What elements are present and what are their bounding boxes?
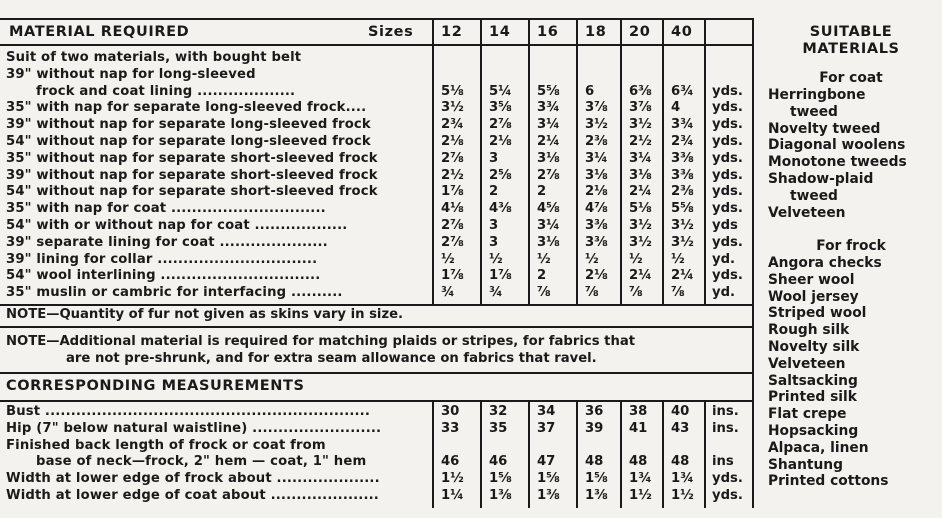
row-value: 3⅞ — [629, 100, 652, 116]
material-item: Sheer wool — [768, 271, 855, 288]
row-value: 2 — [489, 184, 499, 200]
row-value: 3½ — [671, 234, 694, 250]
row-value: 1½ — [629, 488, 652, 503]
row-value: 2⅛ — [441, 134, 464, 149]
row-value: 1⅜ — [489, 488, 512, 503]
row-value: 5⅛ — [441, 83, 464, 99]
row-label: 39" lining for collar ............................... — [6, 251, 318, 267]
row-unit: yds. — [712, 150, 743, 166]
row-value: 5⅝ — [671, 201, 694, 217]
row-value: 3¼ — [537, 218, 560, 233]
row-value: ½ — [489, 251, 503, 267]
row-value: 46 — [489, 454, 508, 470]
material-item: Monotone tweeds — [768, 154, 907, 171]
row-value: 2 — [537, 268, 547, 284]
header-rule — [0, 44, 752, 46]
row-value: 1⅞ — [441, 184, 464, 200]
material-item: Alpaca, linen — [768, 439, 869, 456]
row-label: 54" without nap for separate long-sleeved frock — [6, 134, 371, 149]
row-value: 2¼ — [671, 268, 694, 284]
row-value: 3¼ — [629, 150, 652, 166]
row-value: 5¼ — [489, 83, 512, 99]
row-label: Width at lower edge of coat about ..................... — [6, 488, 379, 503]
row-value: 3¾ — [671, 117, 694, 133]
row-value: 3⅜ — [585, 218, 608, 233]
row-value: 1⅜ — [585, 488, 608, 503]
coat-heading: For coat — [819, 70, 883, 86]
row-value: 2⅜ — [585, 134, 608, 149]
row-value: 2¾ — [671, 134, 694, 149]
row-value: 2⅞ — [537, 167, 560, 183]
size-column-divider — [620, 400, 622, 508]
row-value: ¾ — [489, 285, 503, 301]
material-item: Striped wool — [768, 305, 867, 322]
row-value: 30 — [441, 404, 460, 419]
row-value: 2¼ — [537, 134, 560, 149]
material-item: Printed cottons — [768, 473, 889, 490]
row-value: 1⅝ — [537, 471, 560, 487]
row-value: 1⅝ — [585, 471, 608, 487]
row-unit: yds — [712, 218, 738, 233]
row-label: 39" separate lining for coat ..................... — [6, 234, 328, 250]
row-unit: yds. — [712, 117, 743, 133]
row-value: 3 — [489, 150, 499, 166]
row-value: 37 — [537, 420, 556, 436]
row-value: 3⅛ — [585, 167, 608, 183]
row-label: 54" without nap for separate short-sleeved frock — [6, 184, 378, 200]
col-divider-units-meas — [704, 400, 706, 508]
row-value: 36 — [585, 404, 604, 419]
size-header: 20 — [629, 24, 651, 40]
note-plaids-line1: NOTE—Additional material is required for matching plaids or stripes, for fabrics that — [6, 334, 636, 349]
row-value: 4⅝ — [537, 201, 560, 217]
row-label: Suit of two materials, with bought belt — [6, 50, 302, 65]
row-value: 32 — [489, 404, 508, 419]
row-value: 3½ — [629, 117, 652, 133]
material-item: tweed — [790, 103, 838, 120]
row-value: 3¼ — [585, 150, 608, 166]
row-value: 5⅛ — [629, 201, 652, 217]
row-value: 47 — [537, 454, 556, 470]
row-unit: yds. — [712, 471, 743, 487]
material-item: Velveteen — [768, 355, 846, 372]
row-label: 35" muslin or cambric for interfacing .......... — [6, 285, 343, 301]
row-value: 3⅞ — [585, 100, 608, 116]
note2-bottom-rule — [0, 372, 752, 374]
row-value: 3 — [489, 234, 499, 250]
size-header: 16 — [537, 24, 559, 40]
row-label: 54" with or without nap for coat .................. — [6, 218, 348, 233]
material-item: Novelty tweed — [768, 120, 881, 137]
row-value: 48 — [671, 454, 690, 470]
row-unit: yds. — [712, 234, 743, 250]
row-value: 1⅞ — [441, 268, 464, 284]
row-value: 3⅜ — [585, 234, 608, 250]
row-value: 4⅞ — [585, 201, 608, 217]
note-fur: NOTE—Quantity of fur not given as skins vary in size. — [6, 307, 404, 322]
row-value: 3½ — [629, 234, 652, 250]
material-item: Novelty silk — [768, 339, 860, 355]
row-value: 3⅜ — [671, 167, 694, 183]
material-item: Shantung — [768, 456, 844, 473]
material-item: Herringbone — [768, 87, 866, 103]
row-value: 3⅛ — [629, 167, 652, 183]
suitable-title-line2: MATERIALS — [802, 41, 900, 57]
row-value: 6⅜ — [629, 83, 652, 99]
row-value: ⅞ — [671, 285, 685, 301]
material-item: tweed — [790, 187, 838, 204]
row-value: 2⅞ — [441, 150, 464, 166]
size-column-divider — [662, 18, 664, 304]
row-value: 3⅝ — [489, 100, 512, 116]
row-value: 34 — [537, 404, 556, 419]
row-label: frock and coat lining ................... — [36, 83, 296, 99]
row-value: 1¾ — [629, 471, 652, 487]
row-value: 3¼ — [537, 117, 560, 133]
row-label: Hip (7" below natural waistline) ......................... — [6, 420, 382, 436]
row-value: 2¾ — [441, 117, 464, 133]
row-unit: yds. — [712, 268, 743, 284]
note1-bottom-rule — [0, 326, 752, 328]
row-value: 2⅞ — [441, 218, 464, 233]
row-unit: yd. — [712, 251, 736, 267]
row-value: 3½ — [629, 218, 652, 233]
row-value: 46 — [441, 454, 460, 470]
row-value: 41 — [629, 420, 648, 436]
row-value: 2¼ — [629, 184, 652, 200]
row-unit: ins. — [712, 420, 739, 436]
top-border — [0, 18, 752, 20]
row-label: Finished back length of frock or coat from — [6, 437, 326, 453]
row-value: 3¾ — [537, 100, 560, 116]
row-value: ½ — [629, 251, 643, 267]
material-item: Flat crepe — [768, 406, 847, 423]
measurements-header-rule — [0, 400, 752, 402]
row-value: 1¼ — [441, 488, 464, 503]
row-label: 35" with nap for separate long-sleeved frock.... — [6, 100, 367, 116]
row-label: 35" without nap for separate short-sleeved frock — [6, 150, 378, 166]
row-value: 3⅛ — [537, 234, 560, 250]
row-value: 3⅛ — [537, 150, 560, 166]
material-item: Velveteen — [768, 204, 846, 221]
row-label: Bust ............................................................... — [6, 404, 370, 419]
row-value: 2⅛ — [585, 268, 608, 284]
row-unit: ins. — [712, 404, 739, 419]
row-unit: yds. — [712, 100, 743, 116]
size-column-divider — [662, 400, 664, 508]
row-value: 2½ — [629, 134, 652, 149]
size-header: 12 — [441, 24, 463, 40]
row-value: ½ — [537, 251, 551, 267]
row-unit: ins — [712, 454, 734, 470]
material-item: Wool jersey — [768, 288, 859, 305]
row-value: ¾ — [441, 285, 455, 301]
size-column-divider — [576, 400, 578, 508]
side-divider — [752, 18, 754, 508]
note1-top-rule — [0, 304, 752, 306]
row-value: 1¾ — [671, 471, 694, 487]
row-unit: yds. — [712, 167, 743, 183]
row-value: 2 — [537, 184, 547, 200]
row-value: 43 — [671, 420, 690, 436]
row-value: 3½ — [585, 117, 608, 133]
material-item: Saltsacking — [768, 372, 858, 389]
row-value: 2⅜ — [671, 184, 694, 200]
sizes-label: Sizes — [368, 24, 414, 40]
row-value: 48 — [629, 454, 648, 470]
row-value: 3 — [489, 218, 499, 233]
note-plaids-line2: are not pre-shrunk, and for extra seam allowance on fabrics that ravel. — [66, 351, 597, 366]
material-item: Printed silk — [768, 389, 857, 406]
row-label: Width at lower edge of frock about .................... — [6, 471, 380, 487]
material-item: Hopsacking — [768, 423, 859, 439]
row-value: 2⅞ — [441, 234, 464, 250]
row-value: 1½ — [441, 471, 464, 487]
frock-heading: For frock — [816, 238, 886, 254]
row-value: ⅞ — [629, 285, 643, 301]
material-item: Rough silk — [768, 322, 850, 339]
row-unit: yds. — [712, 488, 743, 503]
row-unit: yd. — [712, 285, 736, 301]
row-value: 3⅜ — [671, 150, 694, 166]
size-column-divider — [432, 400, 434, 508]
row-value: 3½ — [441, 100, 464, 116]
size-column-divider — [528, 400, 530, 508]
col-divider-units — [704, 18, 706, 304]
row-unit: yds. — [712, 83, 743, 99]
row-value: 4⅛ — [441, 201, 464, 217]
row-value: 1⅜ — [537, 488, 560, 503]
row-unit: yds. — [712, 184, 743, 200]
row-label: 39" without nap for separate short-sleeved frock — [6, 167, 378, 183]
suitable-title-line1: SUITABLE — [809, 24, 893, 40]
size-column-divider — [480, 18, 482, 304]
row-value: 2¼ — [629, 268, 652, 284]
material-required-title: MATERIAL REQUIRED — [9, 24, 190, 40]
row-label: 39" without nap for long-sleeved — [6, 66, 256, 82]
row-value: 6¾ — [671, 83, 694, 99]
row-label: 54" wool interlining ............................... — [6, 268, 321, 284]
row-label: 35" with nap for coat .............................. — [6, 201, 326, 217]
row-value: 1⅞ — [489, 268, 512, 284]
row-value: 1⅝ — [489, 471, 512, 487]
row-value: ⅞ — [585, 285, 599, 301]
row-value: 5⅝ — [537, 83, 560, 99]
size-header: 40 — [671, 24, 693, 40]
row-value: 40 — [671, 404, 690, 419]
material-item: Angora checks — [768, 255, 882, 271]
size-column-divider — [480, 400, 482, 508]
row-value: 35 — [489, 420, 508, 436]
row-value: 6 — [585, 83, 595, 99]
row-value: 33 — [441, 420, 460, 436]
row-value: 38 — [629, 404, 648, 419]
row-value: 2⅝ — [489, 167, 512, 183]
row-value: ½ — [585, 251, 599, 267]
row-unit: yds. — [712, 201, 743, 217]
size-column-divider — [528, 18, 530, 304]
row-unit: yds. — [712, 134, 743, 149]
row-value: 1½ — [671, 488, 694, 503]
row-value: ½ — [671, 251, 685, 267]
row-value: 2⅞ — [489, 117, 512, 133]
row-value: 48 — [585, 454, 604, 470]
measurements-title: CORRESPONDING MEASUREMENTS — [6, 378, 305, 394]
row-value: 39 — [585, 420, 604, 436]
row-value: 4⅜ — [489, 201, 512, 217]
row-value: ½ — [441, 251, 455, 267]
row-value: 3½ — [671, 218, 694, 233]
row-label: base of neck—frock, 2" hem — coat, 1" hem — [36, 454, 367, 470]
size-column-divider — [432, 18, 434, 304]
size-column-divider — [620, 18, 622, 304]
row-value: 2⅛ — [585, 184, 608, 200]
size-column-divider — [576, 18, 578, 304]
row-label: 39" without nap for separate long-sleeved frock — [6, 117, 371, 133]
row-value: 2⅛ — [489, 134, 512, 149]
material-item: Shadow-plaid — [768, 171, 874, 187]
material-item: Diagonal woolens — [768, 137, 906, 154]
row-value: ⅞ — [537, 285, 551, 301]
size-header: 18 — [585, 24, 607, 40]
row-value: 2½ — [441, 167, 464, 183]
size-header: 14 — [489, 24, 511, 40]
row-value: 4 — [671, 100, 681, 116]
